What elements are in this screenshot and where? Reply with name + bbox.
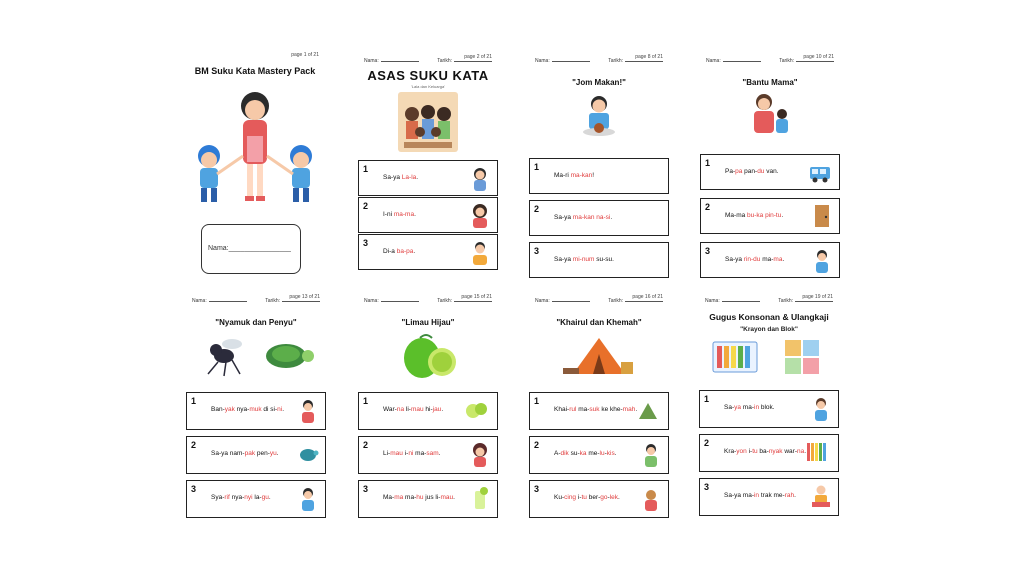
card-sentence: Sa-ya ma-in blok. [724,404,775,411]
door-icon [811,203,833,229]
mother-and-child-illustration [748,92,794,138]
sentence-card-3 [358,234,498,270]
card-sentence: Khai-rul ma-suk ke khe-mah. [554,406,638,413]
page-number: page 15 of 21 [461,294,492,300]
page-number: page 19 of 21 [802,294,833,300]
child-missing-mom-icon [811,247,833,273]
card-sentence: Sa-ya ma-kan na-si. [554,214,613,221]
sentence-card-2 [700,198,840,234]
card-number: 2 [363,201,369,211]
singing-boy-icon [297,485,319,511]
sentence-card-1 [186,392,326,430]
card-number: 1 [534,396,540,406]
sentence-card-1 [529,392,669,430]
sentence-card-2 [699,434,839,472]
card-sentence: Sa-ya mi-num su-su. [554,256,614,263]
worksheet-page-3 [529,52,669,282]
sentence-card-2 [529,200,669,236]
card-sentence: Sa-ya ma-in trak me-rah. [724,492,796,499]
name-date-header: Nama: Tarikh: [358,298,498,304]
worksheet-title: "Khairul dan Khemah" [556,318,642,327]
sentence-card-1 [699,390,839,428]
sentence-card-1 [358,392,498,430]
page-number: page 13 of 21 [289,294,320,300]
worksheet-page-6 [358,292,498,522]
card-sentence: Sa-ya rin-du ma-ma. [725,256,785,263]
rolling-cat-icon [640,485,662,511]
worksheet-title: "Jom Makan!" [572,78,626,87]
card-number: 3 [191,484,197,494]
father-icon [469,239,491,265]
pack-title: BM Suku Kata Mastery Pack [194,66,316,76]
van-icon [805,159,835,185]
lime-slices-icon [461,397,491,423]
card-sentence: War-na li-mau hi-jau. [383,406,444,413]
worksheet-page-4 [700,52,840,282]
sentence-card-3 [529,242,669,278]
boy-swatting-icon [297,397,319,423]
card-sentence: Ma-ri ma-kan! [554,172,595,179]
worksheet-title: "Nyamuk dan Penyu" [215,318,297,327]
card-sentence: Di-a ba-pa. [383,248,416,255]
name-date-header: Nama: Tarikh: [358,58,498,64]
crayon-set-icon [802,439,832,465]
name-date-header: Nama: Tarikh: [186,298,326,304]
card-number: 3 [363,238,369,248]
drawing-child-icon [640,441,662,467]
boy-eating-illustration [579,94,619,138]
name-date-header: Nama: Tarikh: [529,298,669,304]
teacher-and-children-illustration [187,86,323,216]
sentence-card-3 [529,480,669,518]
family-illustration [398,92,458,152]
card-sentence: Pa-pa pan-du van. [725,168,779,175]
worksheet-page-2 [358,52,498,282]
page-number: page 8 of 21 [635,54,663,60]
sentence-card-1 [358,160,498,196]
sentence-card-3 [358,480,498,518]
tent-icon [634,397,662,423]
worksheet-page-7 [529,292,669,522]
lime-juice-icon [469,485,491,511]
card-sentence: Ma-ma bu-ka pin-tu. [725,212,784,219]
worksheet-title: "Bantu Mama" [742,78,798,87]
page-number: page 10 of 21 [803,54,834,60]
worksheet-title: "Limau Hijau" [401,318,455,327]
card-number: 1 [704,394,710,404]
card-number: 3 [363,484,369,494]
card-sentence: Kra-yon i-tu ba-nyak war-na. [724,448,807,455]
worksheet-title: ASAS SUKU KATA [367,68,489,83]
sentence-card-2 [186,436,326,474]
page-number: page 2 of 21 [464,54,492,60]
name-label: Nama:________________ [208,245,291,252]
worksheet-title: Gugus Konsonan & Ulangkaji [709,312,829,322]
card-number: 3 [534,484,540,494]
worksheet-page-1 [185,52,325,282]
card-sentence: Sa-ya La-la. [383,174,419,181]
sentence-card-3 [699,478,839,516]
card-sentence: A-dik su-ka me-lu-kis. [554,450,617,457]
card-number: 3 [705,246,711,256]
card-number: 2 [363,440,369,450]
name-date-header: Nama: Tarikh: [529,58,669,64]
card-number: 1 [363,164,369,174]
card-number: 1 [363,396,369,406]
sentence-card-2 [358,197,498,233]
girl-icon [469,165,491,191]
card-number: 2 [534,440,540,450]
lime-illustration [398,330,458,382]
sentence-card-2 [358,436,498,474]
card-sentence: Ma-ma ma-hu jus li-mau. [383,494,455,501]
card-sentence: I-ni ma-ma. [383,211,416,218]
card-number: 1 [534,162,540,172]
child-playing-blocks-icon [810,395,832,421]
boy-with-truck-icon [810,483,832,509]
tent-campsite-illustration [559,332,639,378]
sentence-card-3 [186,480,326,518]
name-date-header: Nama: Tarikh: [699,298,839,304]
card-number: 3 [704,482,710,492]
mother-icon [469,202,491,228]
sour-face-girl-icon [469,441,491,467]
card-sentence: Sya-rif nya-nyi la-gu. [211,494,271,501]
card-sentence: Li-mau i-ni ma-sam. [383,450,441,457]
worksheet-subtitle: 'Lala dan Keluarga' [411,84,445,89]
card-sentence: Sa-ya nam-pak pen-yu. [211,450,279,457]
card-number: 2 [534,204,540,214]
crayons-and-blocks-illustration [709,336,829,380]
sea-turtle-icon [297,441,319,467]
sentence-card-1 [700,154,840,190]
page-number: page 16 of 21 [632,294,663,300]
card-number: 1 [705,158,711,168]
card-number: 2 [705,202,711,212]
worksheet-page-5 [186,292,326,522]
sentence-card-2 [529,436,669,474]
card-number: 2 [704,438,710,448]
sentence-card-1 [529,158,669,194]
card-sentence: Ku-cing i-tu ber-go-lek. [554,494,620,501]
card-sentence: Ban-yak nya-muk di si-ni. [211,406,284,413]
mosquito-and-turtle-illustration [194,332,318,378]
page-number: page 1 of 21 [291,52,319,58]
name-date-header: Nama: Tarikh: [700,58,840,64]
card-number: 3 [534,246,540,256]
worksheet-page-8 [699,292,839,522]
card-number: 1 [191,396,197,406]
sentence-card-3 [700,242,840,278]
name-box[interactable] [201,224,301,274]
worksheet-subtitle: "Krayon dan Blok" [740,326,798,333]
card-number: 2 [191,440,197,450]
